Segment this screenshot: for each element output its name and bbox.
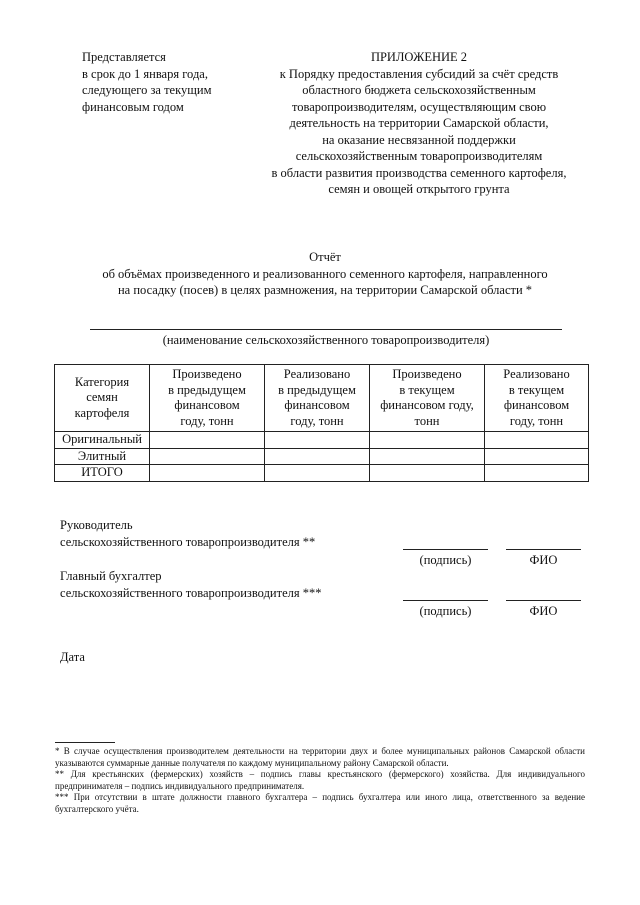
producer-name-caption: (наименование сельскохозяйственного товаропроизводителя) [162,333,490,347]
header-line: финансовом [503,398,570,412]
table-cell[interactable] [265,432,370,449]
header-line: финансовом году, [380,398,474,412]
table-cell[interactable] [150,448,265,465]
appendix-line: деятельность на территории Самарской области, [289,116,549,130]
table-row [55,432,589,449]
accountant-name-caption: ФИО [529,604,558,618]
report-table-wrap [54,364,589,482]
header-line: в предыдущем [278,382,356,397]
producer-name-field[interactable] [90,329,562,330]
signature-label-line: Руководитель [60,518,133,532]
header-line: Реализовано [283,367,351,381]
header-line: году, тонн [509,413,564,428]
head-signature-caption: (подпись) [419,553,472,567]
accountant-name-field[interactable] [506,600,581,601]
appendix-line: областного бюджета сельскохозяйственным [302,83,536,97]
header-line: Реализовано [503,367,570,381]
head-signature-field[interactable] [403,549,488,550]
header-line: году, тонн [290,413,344,428]
head-name-caption: ФИО [529,553,558,567]
header-sold-current [485,365,589,432]
table-cell[interactable] [265,448,370,465]
appendix-line: в области развития производства семенного картофеля, [271,165,567,180]
header-line: финансовом [284,398,350,412]
table-cell[interactable] [370,448,485,465]
table-header-row [55,365,589,432]
report-subtitle-line: на посадку (посев) в целях размножения, на территории Самарской области * [117,283,533,297]
header-produced-previous [150,365,265,432]
appendix-line: товаропроизводителям, осуществляющим свою [291,99,547,114]
submission-note-line: следующего за текущим [82,83,212,97]
table-cell[interactable] [485,465,589,482]
header-line: году, тонн [180,413,234,428]
head-signature-label [60,517,315,550]
header-line: картофеля [74,405,130,420]
signature-label-line: сельскохозяйственного товаропроизводителя *** [60,585,322,600]
table-row [55,448,589,465]
signature-label-line: Главный бухгалтер [60,569,162,583]
appendix-line: к Порядку предоставления субсидий за счёт средств [279,66,559,81]
submission-note [82,49,252,115]
table-cell[interactable] [150,465,265,482]
header-line: Произведено [392,367,462,381]
accountant-signature-caption: (подпись) [419,604,472,618]
date-label: Дата [60,650,85,664]
header-line: тонн [414,413,440,428]
appendix-line: на оказание несвязанной поддержки [322,132,516,147]
submission-note-line: финансовым годом [82,99,184,114]
row-label-elite: Элитный [55,448,150,465]
footnote: ** Для крестьянских (фермерских) хозяйств – подпись главы крестьянского (фермерского) хозяйства. Для индивидуального предпринимателя – подпись индивидуального предпринимателя. [55,769,585,791]
submission-note-line: в срок до 1 января года, [82,66,208,81]
header-line: в текущем [508,382,565,397]
row-label-original: Оригинальный [55,432,150,449]
table-cell[interactable] [370,432,485,449]
report-title [40,249,610,299]
header-line: в предыдущем [168,382,246,397]
table-cell[interactable] [485,448,589,465]
footnotes [55,746,585,815]
appendix-line: сельскохозяйственным товаропроизводителям [295,149,543,163]
footnote: *** При отсутствии в штате должности главного бухгалтера – подпись бухгалтера или иного лица, ответственного за ведение бухгалтерского учёта. [55,792,585,814]
header-produced-current [370,365,485,432]
header-line: в текущем [399,382,455,397]
table-cell[interactable] [485,432,589,449]
table-cell[interactable] [150,432,265,449]
header-line: финансовом [174,398,240,412]
header-sold-previous [265,365,370,432]
table-cell[interactable] [370,465,485,482]
row-label-total: ИТОГО [55,465,150,482]
header-line: Категория [74,374,130,389]
head-name-field[interactable] [506,549,581,550]
accountant-signature-field[interactable] [403,600,488,601]
submission-note-line: Представляется [82,50,166,64]
appendix-title: ПРИЛОЖЕНИЕ 2 [370,50,468,64]
accountant-signature-label [60,568,322,601]
table-row [55,465,589,482]
header-line: Произведено [172,367,242,381]
appendix-header [245,49,593,198]
header-line: семян [86,390,118,405]
report-table [54,364,589,482]
signature-label-line: сельскохозяйственного товаропроизводителя ** [60,534,316,549]
report-heading: Отчёт [309,250,341,264]
footnote-divider [55,742,115,743]
footnote: * В случае осуществления производителем деятельности на территории двух и более муниципальных районов Самарской области указываются суммарные данные получателя по каждому муниципальному району Самарской области. [55,746,585,768]
report-subtitle-line: об объёмах произведенного и реализованного семенного картофеля, направленного [102,266,548,281]
header-category [55,365,150,432]
table-cell[interactable] [265,465,370,482]
appendix-line: семян и овощей открытого грунта [328,182,510,196]
